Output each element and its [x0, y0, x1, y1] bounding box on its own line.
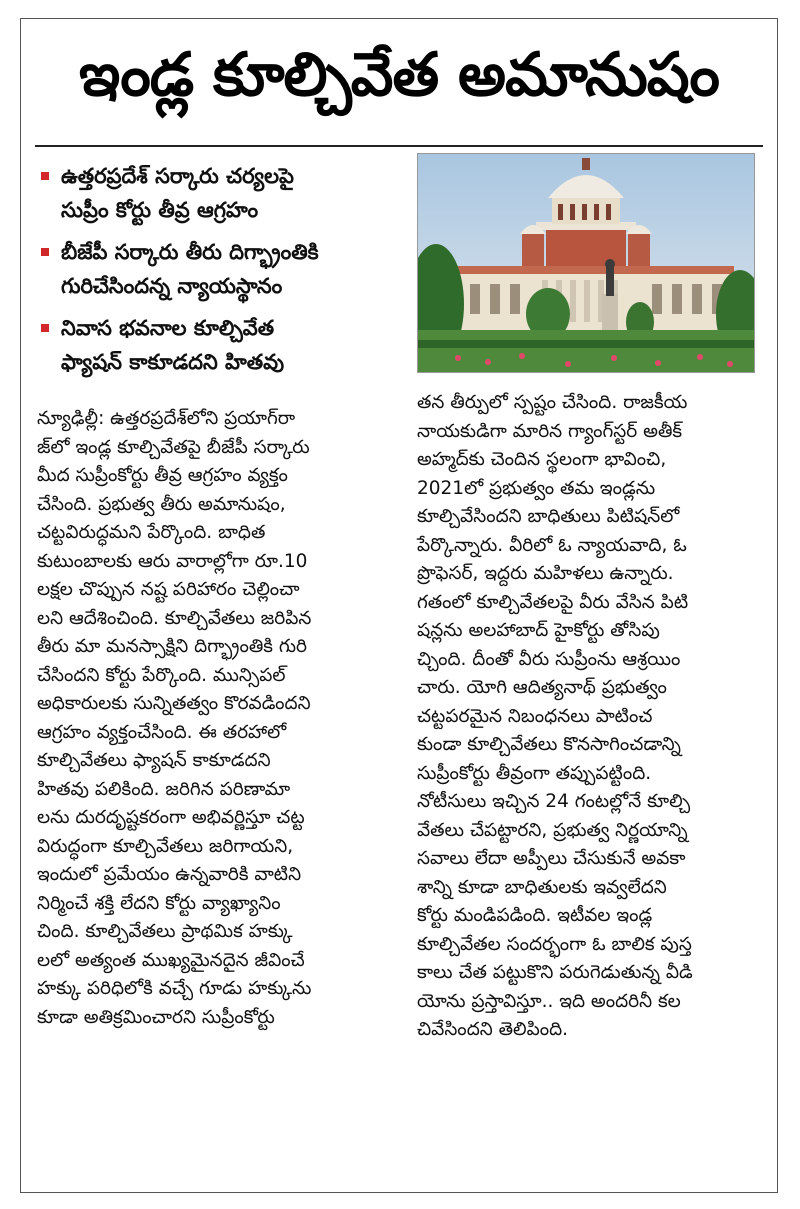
article-line: చట్టపరమైన నిబంధనలు పాటించ [417, 705, 653, 727]
article-line: న్యూఢిల్లీ: ఉత్తరప్రదేశ్‌లోని ప్రయాగ్‌రా [37, 408, 296, 429]
article-line: ఇందులో ప్రమేయం ఉన్నవారికి వాటిని [37, 864, 302, 885]
article-line: చ్చింది. దీంతో వీరు సుప్రీంను ఆశ్రయిం [417, 648, 681, 670]
article-line: జ్‌లో ఇండ్ల కూల్చివేతపై బీజేపీ సర్కారు [37, 436, 310, 458]
article-line: కోర్టు మండిపడింది. ఇటీవల ఇండ్ల [417, 905, 653, 926]
article-line: నిర్మించే శక్తి లేదని కోర్టు వ్యాఖ్యానిం [37, 892, 281, 914]
bullet-line: ఉత్తరప్రదేశ్ సర్కారు చర్యలపై [61, 164, 294, 188]
article-line: కూల్చివేతలు ఫ్యాషన్ కాకూడదని [37, 750, 271, 771]
bullet-item [39, 159, 399, 227]
supreme-court-building-icon [418, 154, 754, 372]
article-line: వేతలు చేపట్టారని, ప్రభుత్వ నిర్ణయాన్ని [417, 819, 688, 841]
article-line: చారు. యోగి ఆదిత్యనాథ్ ప్రభుత్వం [417, 677, 667, 698]
article-line: షన్లను అలహాబాద్ హైకోర్టు తోసిపు [417, 620, 660, 641]
article-line: సవాలు లేదా అప్పీలు చేసుకునే అవకా [417, 848, 686, 869]
bullet-square-icon [41, 248, 49, 256]
article-line: యోను ప్రస్తావిస్తూ.. ఇది అందరినీ కల [417, 990, 681, 1012]
article-line: హక్కు పరిధిలోకి వచ్చే గూడు హక్కును [37, 978, 312, 999]
article-line: విరుద్ధంగా కూల్చివేతలు జరిగాయని, [37, 835, 294, 857]
article-line: 2021లో ప్రభుత్వం తమ ఇండ్లను [417, 477, 656, 499]
article-line: కుటుంబాలకు ఆరు వారాల్లోగా రూ.10 [37, 550, 308, 572]
article-right-column [417, 389, 757, 1045]
article-line: చట్టవిరుద్ధమని పేర్కొంది. బాధిత [37, 522, 266, 543]
bullet-line: బీజేపీ సర్కారు తీరు దిగ్భ్రాంతికి [61, 240, 319, 264]
bullet-square-icon [41, 324, 49, 332]
headline-divider [35, 145, 763, 147]
article-line: కాలు చేత పట్టుకొని పరుగెడుతున్న వీడి [417, 962, 693, 983]
article-line: చేసింది. ప్రభుత్వ తీరు అమానుషం, [37, 493, 286, 515]
article-line: మీద సుప్రీంకోర్టు తీవ్ర ఆగ్రహం వ్యక్తం [37, 465, 288, 486]
article-line: లక్షల చొప్పున నష్ట పరిహారం చెల్లించా [37, 579, 300, 600]
bullet-item [39, 235, 399, 303]
article-line: శాన్ని కూడా బాధితులకు ఇవ్వలేదని [417, 876, 667, 898]
article-line: లను దురదృష్టకరంగా అభివర్ణిస్తూ చట్ట [37, 807, 305, 828]
article-line: ఆగ్రహం వ్యక్తంచేసింది. ఈ తరహాలో [37, 721, 287, 743]
headline: ఇండ్ల కూల్చివేత అమానుషం [79, 40, 719, 110]
supreme-court-photo [417, 153, 755, 373]
article-line: లలో అత్యంత ముఖ్యమైనదైన జీవించే [37, 949, 305, 971]
article-line: చింది. కూల్చివేతలు ప్రాథమిక హక్కు [37, 921, 293, 942]
article-line: లని ఆదేశించింది. కూల్చివేతలు జరిపిన [37, 607, 312, 629]
article-line: కూడా అతిక్రమించారని సుప్రీంకోర్టు [37, 1006, 275, 1028]
article-line: తీరు మా మనస్సాక్షిని దిగ్భ్రాంతికి గురి [37, 636, 307, 657]
bullet-item [39, 311, 399, 379]
bullet-line: నివాస భవనాల కూల్చివేత [61, 316, 275, 340]
article-line: అహ్మద్‌కు చెందిన స్థలంగా భావించి, [417, 449, 667, 470]
article-line: సుప్రీంకోర్టు తీవ్రంగా తప్పుపట్టింది. [417, 762, 652, 784]
article-line: చేసిందని కోర్టు పేర్కొంది. మున్సిపల్ [37, 664, 286, 686]
article-line: అధికారులకు సున్నితత్వం కొరవడిందని [37, 693, 311, 714]
article-line: తన తీర్పులో స్పష్టం చేసింది. రాజకీయ [417, 392, 688, 413]
article-line: ప్రొఫెసర్, ఇద్దరు మహిళలు ఉన్నారు. [417, 563, 674, 584]
article-line: నాయకుడిగా మారిన గ్యాంగ్‌స్టర్ అతీక్ [417, 420, 683, 442]
article-line: కూల్చివేతల సందర్భంగా ఓ బాలిక పుస్త [417, 933, 692, 955]
article-line: చివేసిందని తెలిపింది. [417, 1019, 569, 1040]
bullet-line: గురిచేసిందన్న న్యాయస్థానం [61, 274, 283, 298]
bullet-line: సుప్రీం కోర్టు తీవ్ర ఆగ్రహం [61, 198, 259, 222]
article-line: కూల్చివేసిందని బాధితులు పిటిషన్‌లో [417, 506, 680, 527]
news-clipping [20, 18, 778, 1193]
article-line: నోటీసులు ఇచ్చిన 24 గంటల్లోనే కూల్చి [417, 791, 691, 812]
article-line: పేర్కొన్నారు. వీరిలో ఓ న్యాయవాది, ఓ [417, 534, 687, 556]
bullet-line: ఫ్యాషన్ కాకూడదని హితవు [61, 350, 285, 374]
article-line: కుండా కూల్చివేతలు కొనసాగించడాన్ని [417, 734, 681, 755]
article-line: గతంలో కూల్చివేతలపై వీరు వేసిన పిటి [417, 591, 689, 613]
article-line: హితవు పలికింది. జరిగిన పరిణామా [37, 778, 291, 800]
bullet-list [39, 159, 399, 387]
bullet-square-icon [41, 172, 49, 180]
article-left-column [37, 405, 397, 1032]
